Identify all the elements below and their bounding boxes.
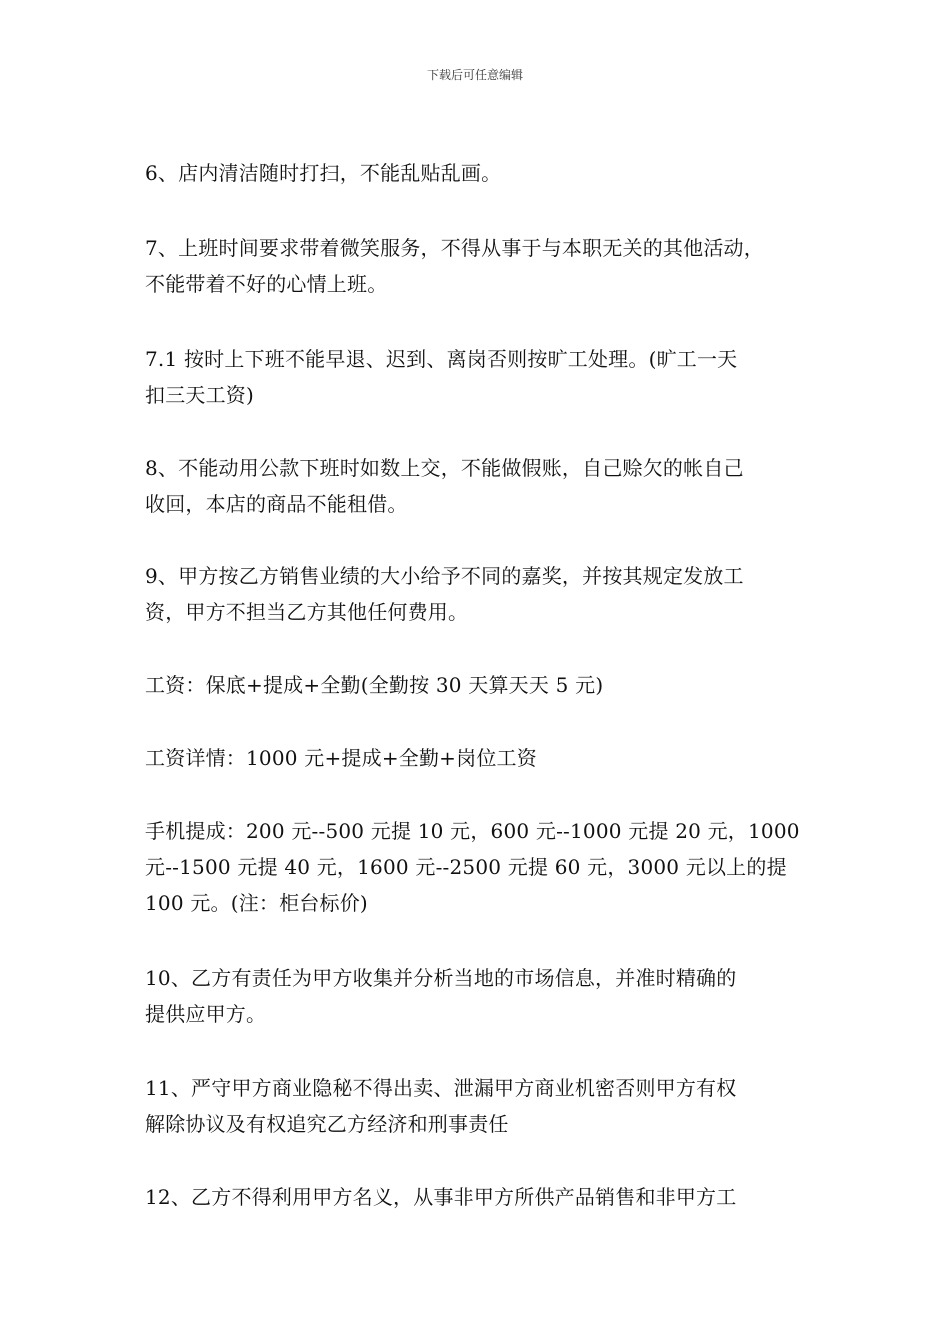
paragraph-10: [145, 960, 736, 1032]
paragraph-line: 资，甲方不担当乙方其他任何费用。: [145, 600, 469, 624]
paragraph-line: 扣三天工资): [145, 383, 255, 407]
phone-commission-paragraph: [145, 813, 800, 921]
paragraph-7-1: [145, 341, 737, 413]
paragraph-12: [145, 1179, 736, 1215]
paragraph-line: 7.1 按时上下班不能早退、迟到、离岗否则按旷工处理。(旷工一天: [145, 347, 738, 371]
salary-paragraph: [145, 667, 603, 703]
paragraph-line: 提供应甲方。: [145, 1002, 267, 1026]
paragraph-line: 手机提成：200 元--500 元提 10 元，600 元--1000 元提 20 元，1000: [145, 819, 800, 843]
paragraph-line: 收回，本店的商品不能租借。: [145, 492, 408, 516]
paragraph-line: 工资：保底+提成+全勤(全勤按 30 天算天天 5 元): [145, 673, 604, 697]
page-header: 下载后可任意编辑: [426, 68, 523, 82]
paragraph-line: 解除协议及有权追究乙方经济和刑事责任: [145, 1112, 509, 1136]
paragraph-11: [145, 1070, 736, 1142]
paragraph-line: 12、乙方不得利用甲方名义，从事非甲方所供产品销售和非甲方工: [145, 1185, 737, 1209]
salary-details-paragraph: [145, 740, 537, 776]
paragraph-6: [145, 155, 501, 191]
paragraph-line: 不能带着不好的心情上班。: [145, 272, 388, 296]
paragraph-line: 8、不能动用公款下班时如数上交，不能做假账，自己赊欠的帐自己: [145, 456, 744, 480]
paragraph-9: [145, 558, 744, 630]
paragraph-line: 7、上班时间要求带着微笑服务，不得从事于与本职无关的其他活动，: [145, 236, 764, 260]
paragraph-line: 11、严守甲方商业隐秘不得出卖、泄漏甲方商业机密否则甲方有权: [145, 1076, 737, 1100]
paragraph-line: 9、甲方按乙方销售业绩的大小给予不同的嘉奖，并按其规定发放工: [145, 564, 744, 588]
paragraph-line: 10、乙方有责任为甲方收集并分析当地的市场信息，并准时精确的: [145, 966, 737, 990]
paragraph-line: 工资详情：1000 元+提成+全勤+岗位工资: [145, 746, 537, 770]
paragraph-line: 元--1500 元提 40 元，1600 元--2500 元提 60 元，3000 元以上的提: [145, 855, 787, 879]
paragraph-line: 6、店内清洁随时打扫，不能乱贴乱画。: [145, 161, 502, 185]
paragraph-7: [145, 230, 764, 302]
paragraph-8: [145, 450, 744, 522]
paragraph-line: 100 元。(注：柜台标价): [145, 891, 368, 915]
